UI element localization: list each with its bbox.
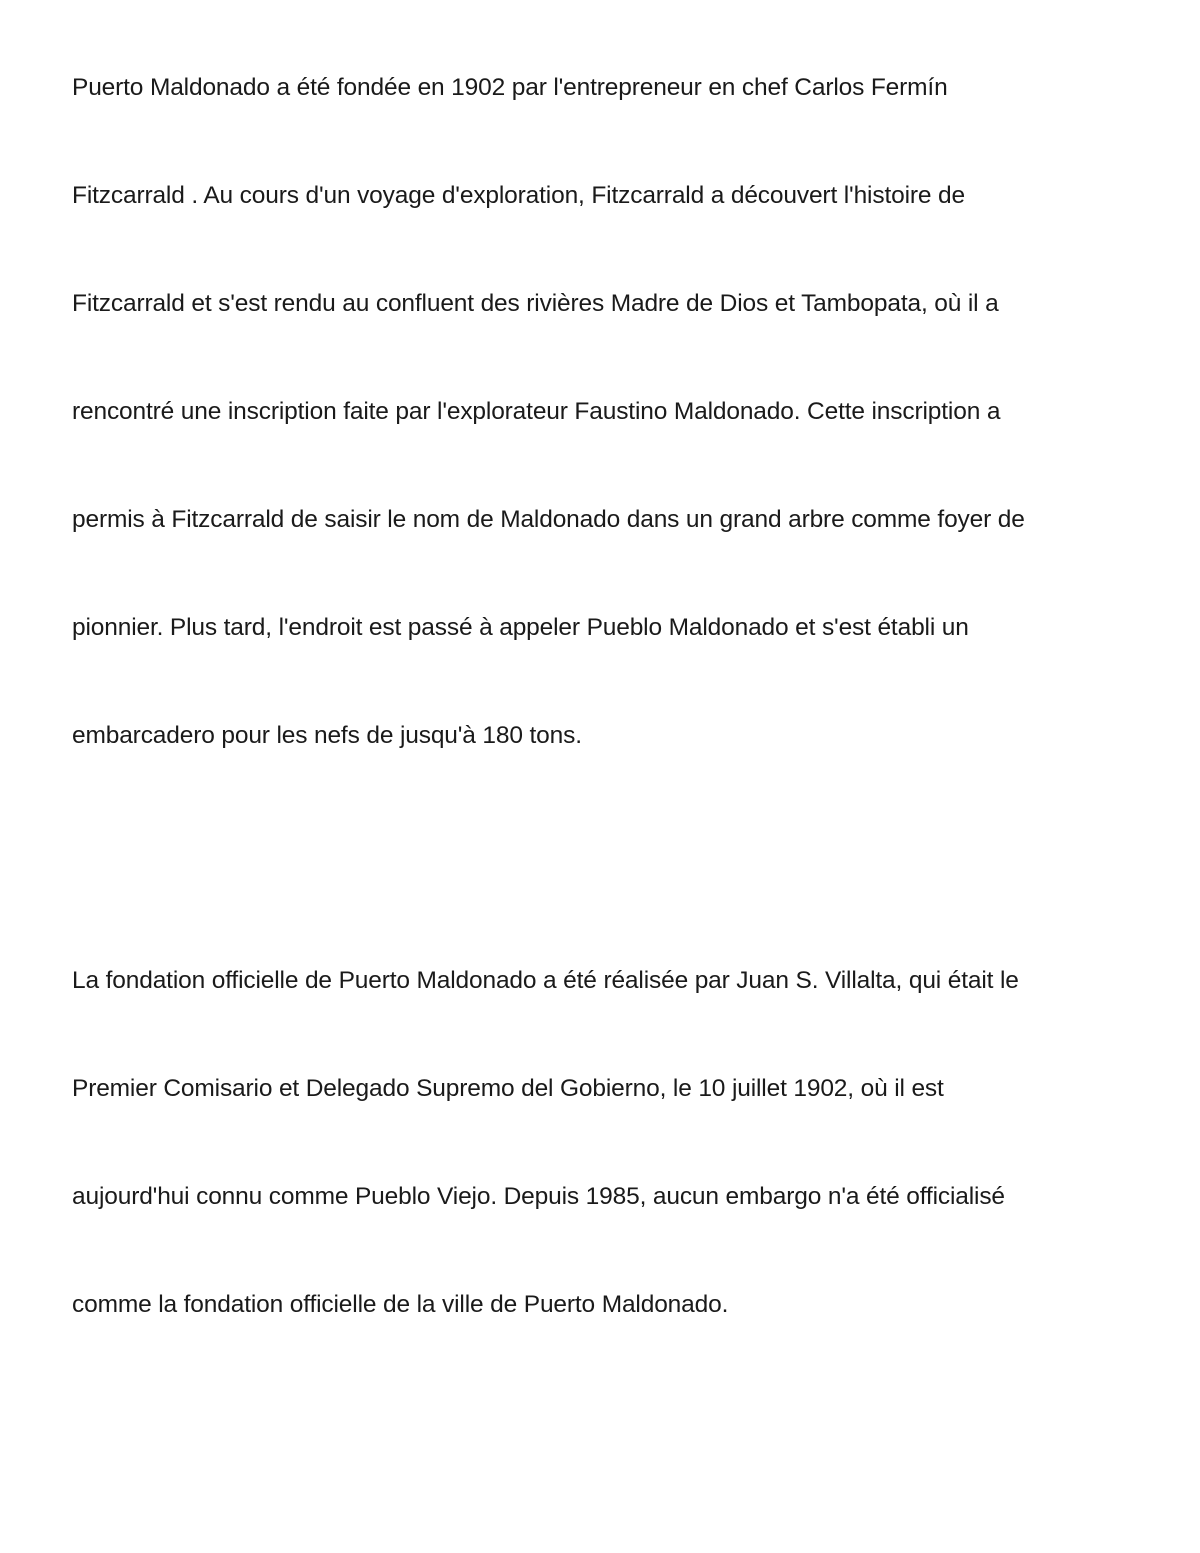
text-line: comme la fondation officielle de la ville de Puerto Maldonado. <box>72 1291 729 1318</box>
text-line: Fitzcarrald . Au cours d'un voyage d'exploration, Fitzcarrald a découvert l'histoire de <box>72 182 965 209</box>
text-line: pionnier. Plus tard, l'endroit est passé à appeler Pueblo Maldonado et s'est établi un <box>72 614 969 641</box>
text-line: rencontré une inscription faite par l'explorateur Faustino Maldonado. Cette inscription a <box>72 398 1001 425</box>
text-line: permis à Fitzcarrald de saisir le nom de Maldonado dans un grand arbre comme foyer de <box>72 506 1025 533</box>
text-line: aujourd'hui connu comme Pueblo Viejo. Depuis 1985, aucun embargo n'a été officialisé <box>72 1183 1005 1210</box>
text-line: La fondation officielle de Puerto Maldonado a été réalisée par Juan S. Villalta, qui était le <box>72 967 1019 994</box>
text-line: Fitzcarrald et s'est rendu au confluent des rivières Madre de Dios et Tambopata, où il a <box>72 290 999 317</box>
text-line: Premier Comisario et Delegado Supremo del Gobierno, le 10 juillet 1902, où il est <box>72 1075 944 1102</box>
text-line: embarcadero pour les nefs de jusqu'à 180 tons. <box>72 722 582 749</box>
text-line: Puerto Maldonado a été fondée en 1902 par l'entrepreneur en chef Carlos Fermín <box>72 74 948 101</box>
